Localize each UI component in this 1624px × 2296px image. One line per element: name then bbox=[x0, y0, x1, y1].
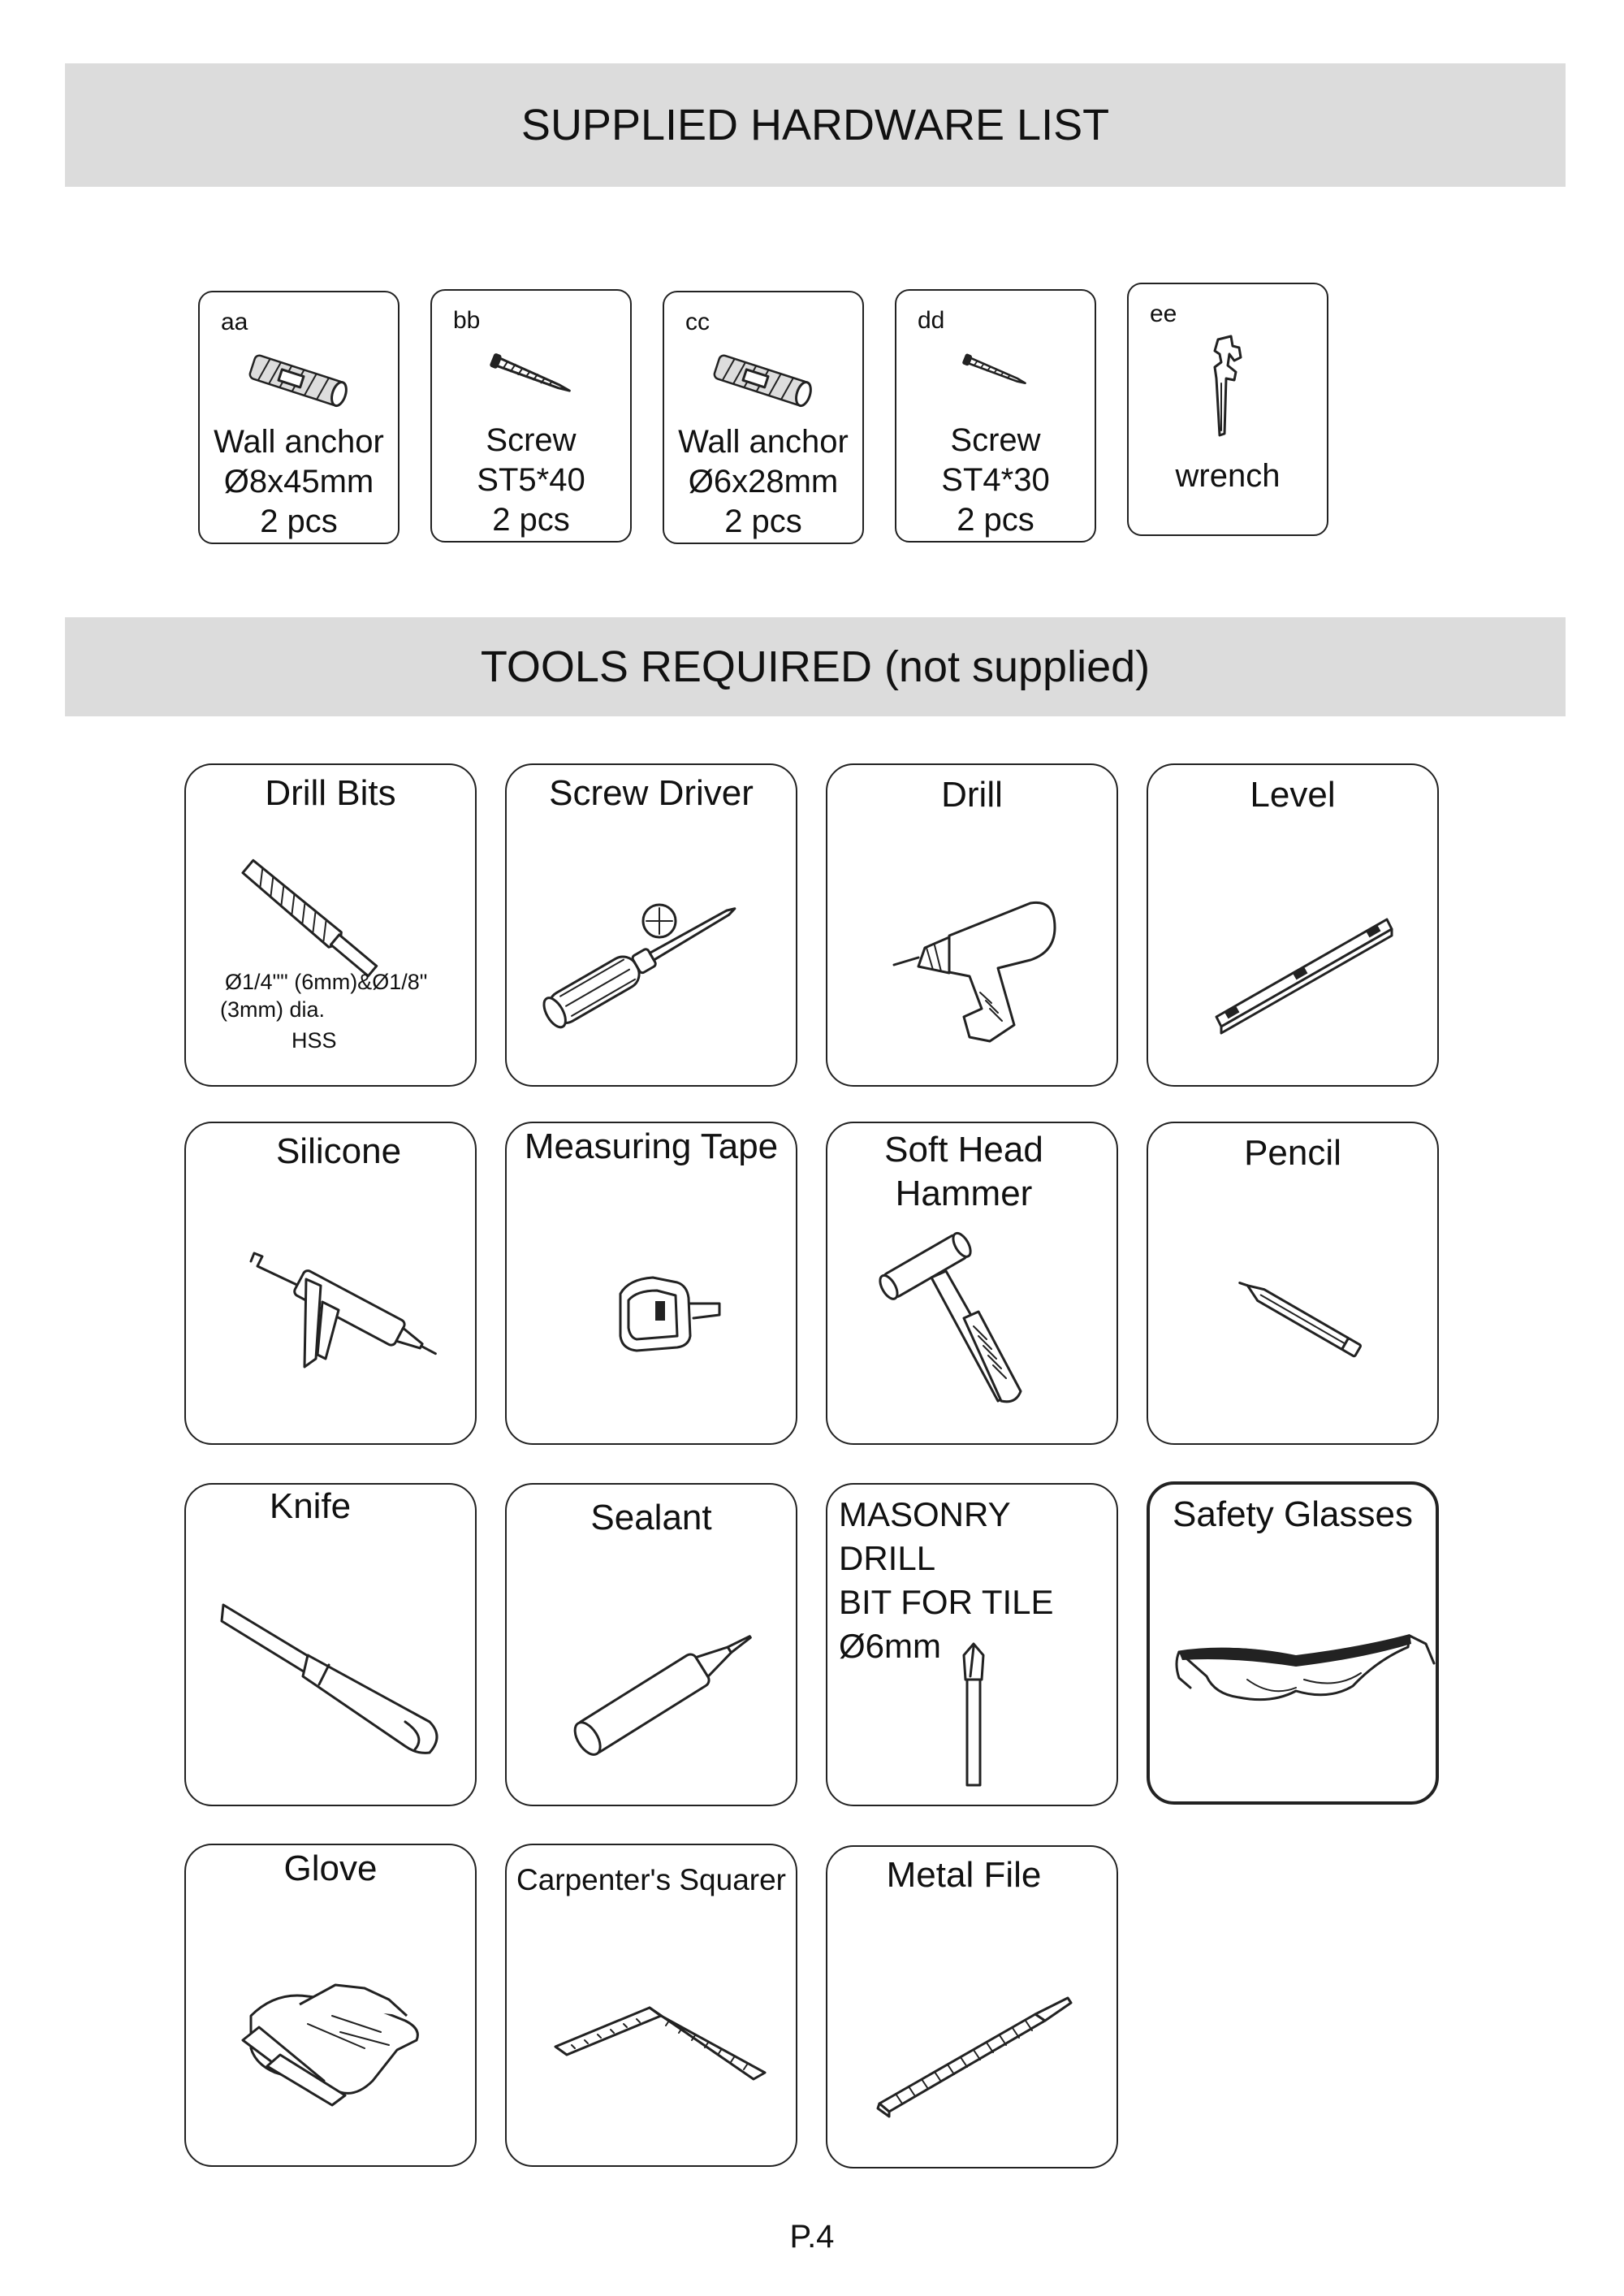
drill-bit-size-note: Ø1/4"" (6mm)&Ø1/8" bbox=[225, 970, 428, 994]
hardware-code: ee bbox=[1150, 301, 1177, 327]
tool-name: Soft Head Hammer bbox=[884, 1130, 1043, 1213]
tool-name: Screw Driver bbox=[549, 773, 754, 813]
drill-bit-size-note: (3mm) dia. bbox=[220, 997, 326, 1022]
hardware-list-title: SUPPLIED HARDWARE LIST bbox=[65, 63, 1566, 187]
tool-name: Drill bbox=[941, 775, 1003, 815]
hammer-icon bbox=[827, 1123, 1120, 1446]
screw-icon bbox=[955, 343, 1036, 400]
metal-file-icon bbox=[827, 1847, 1120, 2170]
tool-silicone bbox=[184, 1122, 477, 1445]
tool-name: Level bbox=[1250, 775, 1336, 815]
tool-level bbox=[1147, 763, 1439, 1087]
screwdriver-icon bbox=[507, 765, 799, 1088]
hardware-item-aa bbox=[198, 291, 400, 544]
masonry-bit-icon bbox=[827, 1485, 1120, 1808]
tool-metal-file bbox=[826, 1845, 1118, 2168]
tools-required-title: TOOLS REQUIRED (not supplied) bbox=[65, 617, 1566, 716]
hardware-description: wrench bbox=[1175, 458, 1281, 494]
tool-carpenters-square bbox=[505, 1844, 797, 2167]
knife-icon bbox=[186, 1485, 478, 1808]
tool-measuring-tape bbox=[505, 1122, 797, 1445]
tool-name: Pencil bbox=[1244, 1133, 1341, 1173]
hardware-code: aa bbox=[221, 309, 248, 335]
pencil-icon bbox=[1148, 1123, 1440, 1446]
glove-icon bbox=[186, 1845, 478, 2168]
caulking-gun-icon bbox=[186, 1123, 478, 1446]
drill-icon bbox=[827, 765, 1120, 1088]
hardware-code: cc bbox=[685, 309, 710, 335]
hardware-item-dd bbox=[895, 289, 1096, 543]
level-icon bbox=[1148, 765, 1440, 1088]
tool-screw-driver bbox=[505, 763, 797, 1087]
drill-bit-material-note: HSS bbox=[292, 1028, 337, 1053]
wall-anchor-icon bbox=[706, 344, 820, 417]
tool-drill-bits bbox=[184, 763, 477, 1087]
screw-icon bbox=[486, 343, 576, 408]
sealant-tube-icon bbox=[507, 1485, 799, 1808]
safety-glasses-icon bbox=[1150, 1485, 1442, 1808]
tool-glove bbox=[184, 1844, 477, 2167]
tool-masonry-drill-bit bbox=[826, 1483, 1118, 1806]
measuring-tape-icon bbox=[507, 1123, 799, 1446]
tool-name: Silicone bbox=[275, 1131, 402, 1171]
hardware-code: dd bbox=[918, 307, 945, 334]
hardware-item-bb bbox=[430, 289, 632, 543]
carpenter-square-icon bbox=[507, 1845, 799, 2168]
hardware-item-cc bbox=[663, 291, 864, 544]
hardware-description: Wall anchor Ø8x45mm 2 pcs bbox=[214, 424, 384, 539]
tool-pencil bbox=[1147, 1122, 1439, 1445]
hardware-description: Wall anchor Ø6x28mm 2 pcs bbox=[678, 424, 849, 539]
tool-name: Carpenter's Squarer bbox=[516, 1863, 786, 1896]
hardware-item-ee bbox=[1127, 283, 1328, 536]
tool-name: Metal File bbox=[886, 1855, 1042, 1895]
tool-name: Sealant bbox=[590, 1498, 712, 1537]
tool-name: Measuring Tape bbox=[524, 1126, 779, 1166]
tool-name: Drill Bits bbox=[265, 773, 396, 813]
tool-drill bbox=[826, 763, 1118, 1087]
wrench-icon bbox=[1203, 330, 1252, 443]
page-number: P.4 bbox=[789, 2219, 835, 2255]
tool-name: MASONRY DRILL BIT FOR TILE Ø6mm bbox=[839, 1495, 1054, 1665]
hardware-description: Screw ST5*40 2 pcs bbox=[477, 422, 585, 538]
tool-name: Safety Glasses bbox=[1173, 1494, 1413, 1534]
hardware-description: Screw ST4*30 2 pcs bbox=[941, 422, 1050, 538]
tool-name: Knife bbox=[269, 1486, 352, 1526]
tool-name: Glove bbox=[283, 1848, 378, 1888]
hardware-code: bb bbox=[453, 307, 481, 334]
tool-knife bbox=[184, 1483, 477, 1806]
tool-safety-glasses bbox=[1147, 1481, 1439, 1805]
tool-sealant bbox=[505, 1483, 797, 1806]
wall-anchor-icon bbox=[242, 344, 356, 417]
tool-soft-head-hammer bbox=[826, 1122, 1118, 1445]
